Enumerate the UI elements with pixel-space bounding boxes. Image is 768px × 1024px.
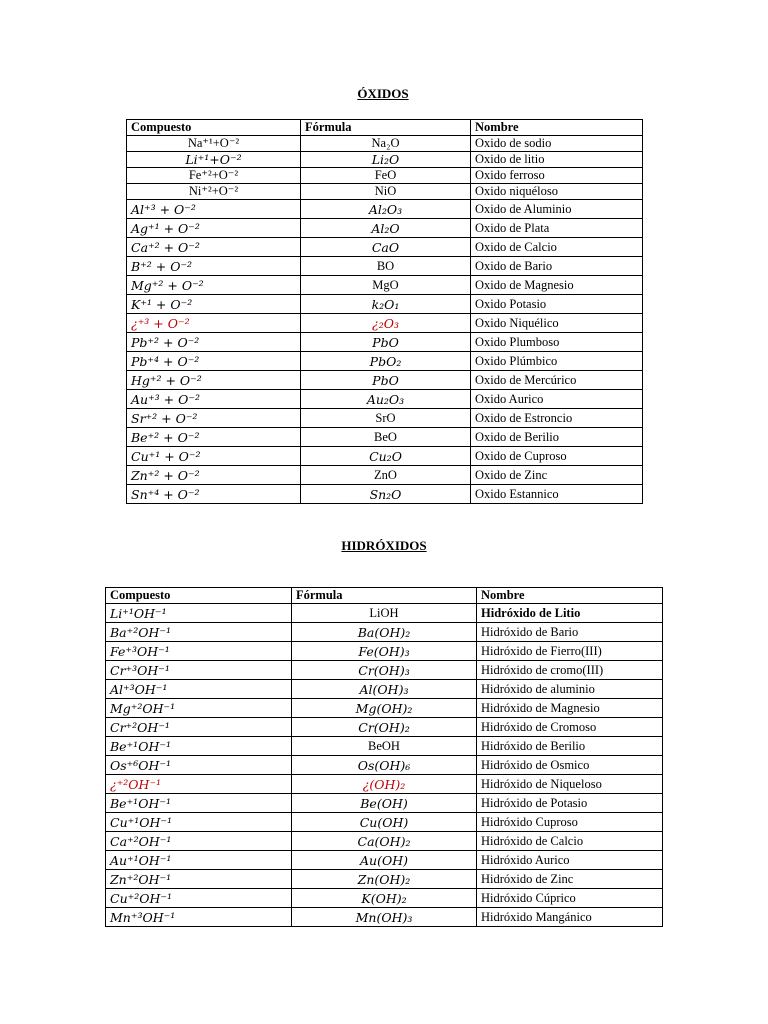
compuesto-cell: Li⁺¹OH⁻¹ [106, 604, 292, 623]
formula-cell: Ca(OH)₂ [292, 832, 477, 851]
compuesto-cell: Hg⁺² + O⁻² [127, 371, 301, 390]
formula-cell: PbO [301, 333, 471, 352]
nombre-cell: Oxido de Calcio [471, 238, 643, 257]
table-row [106, 661, 663, 680]
compuesto-cell: Cu⁺¹ + O⁻² [127, 447, 301, 466]
nombre-cell: Oxido de Estroncio [471, 409, 643, 428]
table-row [106, 908, 663, 927]
nombre-cell: Hidróxido Mangánico [477, 908, 663, 927]
nombre-cell: Oxido Potasio [471, 295, 643, 314]
compuesto-cell: Be⁺² + O⁻² [127, 428, 301, 447]
compuesto-cell: Sn⁺⁴ + O⁻² [127, 485, 301, 504]
table-row [127, 276, 643, 295]
nombre-cell: Oxido Aurico [471, 390, 643, 409]
formula-cell: K(OH)₂ [292, 889, 477, 908]
compuesto-cell: Zn⁺²OH⁻¹ [106, 870, 292, 889]
formula-cell: Au(OH) [292, 851, 477, 870]
formula-cell: Mg(OH)₂ [292, 699, 477, 718]
compuesto-cell: ¿⁺³ + O⁻² [127, 314, 301, 333]
formula-cell: Zn(OH)₂ [292, 870, 477, 889]
compuesto-cell: Sr⁺² + O⁻² [127, 409, 301, 428]
hidroxidos-title: HIDRÓXIDOS [341, 538, 427, 553]
formula-cell: Sn₂O [301, 485, 471, 504]
table-row [106, 699, 663, 718]
formula-cell: Li₂O [301, 152, 471, 168]
formula-cell: Cr(OH)₃ [292, 661, 477, 680]
compuesto-cell: Cu⁺¹OH⁻¹ [106, 813, 292, 832]
nombre-cell: Oxido de Bario [471, 257, 643, 276]
table-row [106, 775, 663, 794]
compuesto-cell: Be⁺¹OH⁻¹ [106, 794, 292, 813]
formula-cell: Cr(OH)₂ [292, 718, 477, 737]
formula-cell: ¿₂O₃ [301, 314, 471, 333]
nombre-cell: Hidróxido de Cromoso [477, 718, 663, 737]
compuesto-cell: Pb⁺² + O⁻² [127, 333, 301, 352]
formula-cell: Al₂O₃ [301, 200, 471, 219]
compuesto-cell: Fe⁺³OH⁻¹ [106, 642, 292, 661]
hidroxidos-table [105, 587, 663, 927]
nombre-cell: Hidróxido de Potasio [477, 794, 663, 813]
nombre-cell: Hidróxido de Zinc [477, 870, 663, 889]
nombre-cell: Oxido de Magnesio [471, 276, 643, 295]
table-row [106, 680, 663, 699]
nombre-cell: Hidróxido de Litio [477, 604, 663, 623]
oxidos-table [126, 119, 643, 504]
table-row [127, 152, 643, 168]
compuesto-cell: Au⁺³ + O⁻² [127, 390, 301, 409]
nombre-cell: Oxido de Cuproso [471, 447, 643, 466]
table-row [127, 428, 643, 447]
table-row [127, 200, 643, 219]
header-compuesto: Compuesto [127, 120, 301, 136]
formula-cell: Cu₂O [301, 447, 471, 466]
nombre-cell: Oxido de sodio [471, 136, 643, 152]
nombre-cell: Hidróxido Cúprico [477, 889, 663, 908]
table-row [127, 371, 643, 390]
nombre-cell: Hidróxido de Osmico [477, 756, 663, 775]
formula-cell: NiO [301, 184, 471, 200]
table-row [127, 352, 643, 371]
compuesto-cell: Ni⁺²+O⁻² [127, 184, 301, 200]
table-header-row [106, 588, 663, 604]
formula-cell: MgO [301, 276, 471, 295]
nombre-cell: Oxido Estannico [471, 485, 643, 504]
table-row [106, 794, 663, 813]
header-formula: Fórmula [301, 120, 471, 136]
formula-cell: PbO₂ [301, 352, 471, 371]
formula-cell: BO [301, 257, 471, 276]
nombre-cell: Hidróxido de Magnesio [477, 699, 663, 718]
nombre-cell: Hidróxido de Fierro(III) [477, 642, 663, 661]
compuesto-cell: Cu⁺²OH⁻¹ [106, 889, 292, 908]
nombre-cell: Oxido Plumboso [471, 333, 643, 352]
table-row [127, 219, 643, 238]
table-row [127, 466, 643, 485]
header-compuesto: Compuesto [106, 588, 292, 604]
table-row [127, 295, 643, 314]
formula-cell: Na₂O [301, 136, 471, 152]
formula-cell: Be(OH) [292, 794, 477, 813]
nombre-cell: Oxido Plúmbico [471, 352, 643, 371]
nombre-cell: Oxido Niquélico [471, 314, 643, 333]
table-row [127, 257, 643, 276]
nombre-cell: Oxido ferroso [471, 168, 643, 184]
table-row [106, 642, 663, 661]
nombre-cell: Oxido de Berilio [471, 428, 643, 447]
nombre-cell: Oxido de Aluminio [471, 200, 643, 219]
formula-cell: ¿(OH)₂ [292, 775, 477, 794]
nombre-cell: Oxido de Zinc [471, 466, 643, 485]
formula-cell: BeOH [292, 737, 477, 756]
table-row [127, 238, 643, 257]
nombre-cell: Oxido niquéloso [471, 184, 643, 200]
header-formula: Fórmula [292, 588, 477, 604]
header-nombre: Nombre [477, 588, 663, 604]
compuesto-cell: Al⁺³ + O⁻² [127, 200, 301, 219]
formula-cell: SrO [301, 409, 471, 428]
table-row [106, 756, 663, 775]
table-row [106, 718, 663, 737]
formula-cell: CaO [301, 238, 471, 257]
formula-cell: Al(OH)₃ [292, 680, 477, 699]
compuesto-cell: Cr⁺²OH⁻¹ [106, 718, 292, 737]
formula-cell: Os(OH)₆ [292, 756, 477, 775]
compuesto-cell: Ca⁺²OH⁻¹ [106, 832, 292, 851]
compuesto-cell: Cr⁺³OH⁻¹ [106, 661, 292, 680]
table-row [106, 623, 663, 642]
table-row [106, 832, 663, 851]
table-row [106, 813, 663, 832]
formula-cell: PbO [301, 371, 471, 390]
compuesto-cell: Zn⁺² + O⁻² [127, 466, 301, 485]
compuesto-cell: Na⁺¹+O⁻² [127, 136, 301, 152]
table-row [106, 604, 663, 623]
formula-cell: Au₂O₃ [301, 390, 471, 409]
table-row [127, 333, 643, 352]
nombre-cell: Hidróxido Aurico [477, 851, 663, 870]
compuesto-cell: Fe⁺²+O⁻² [127, 168, 301, 184]
compuesto-cell: Ca⁺² + O⁻² [127, 238, 301, 257]
formula-cell: BeO [301, 428, 471, 447]
formula-cell: Ba(OH)₂ [292, 623, 477, 642]
table-row [127, 168, 643, 184]
compuesto-cell: Au⁺¹OH⁻¹ [106, 851, 292, 870]
header-nombre: Nombre [471, 120, 643, 136]
formula-cell: k₂O₁ [301, 295, 471, 314]
nombre-cell: Oxido de Mercúrico [471, 371, 643, 390]
table-row [127, 136, 643, 152]
nombre-cell: Oxido de Plata [471, 219, 643, 238]
nombre-cell: Oxido de litio [471, 152, 643, 168]
compuesto-cell: Ag⁺¹ + O⁻² [127, 219, 301, 238]
compuesto-cell: Mg⁺²OH⁻¹ [106, 699, 292, 718]
table-row [127, 485, 643, 504]
formula-cell: ZnO [301, 466, 471, 485]
compuesto-cell: Os⁺⁶OH⁻¹ [106, 756, 292, 775]
table-row [127, 314, 643, 333]
formula-cell: LiOH [292, 604, 477, 623]
formula-cell: Cu(OH) [292, 813, 477, 832]
compuesto-cell: B⁺² + O⁻² [127, 257, 301, 276]
compuesto-cell: ¿⁺²OH⁻¹ [106, 775, 292, 794]
compuesto-cell: Pb⁺⁴ + O⁻² [127, 352, 301, 371]
formula-cell: Mn(OH)₃ [292, 908, 477, 927]
nombre-cell: Hidróxido de Bario [477, 623, 663, 642]
formula-cell: Al₂O [301, 219, 471, 238]
compuesto-cell: Ba⁺²OH⁻¹ [106, 623, 292, 642]
table-row [127, 447, 643, 466]
nombre-cell: Hidróxido de Calcio [477, 832, 663, 851]
formula-cell: Fe(OH)₃ [292, 642, 477, 661]
nombre-cell: Hidróxido de Niqueloso [477, 775, 663, 794]
compuesto-cell: Mn⁺³OH⁻¹ [106, 908, 292, 927]
nombre-cell: Hidróxido de Berilio [477, 737, 663, 756]
compuesto-cell: Al⁺³OH⁻¹ [106, 680, 292, 699]
table-row [106, 889, 663, 908]
compuesto-cell: Mg⁺² + O⁻² [127, 276, 301, 295]
table-row [106, 870, 663, 889]
oxidos-title: ÓXIDOS [357, 86, 409, 101]
formula-cell: FeO [301, 168, 471, 184]
table-row [127, 184, 643, 200]
compuesto-cell: Be⁺¹OH⁻¹ [106, 737, 292, 756]
table-row [127, 390, 643, 409]
nombre-cell: Hidróxido Cuproso [477, 813, 663, 832]
table-header-row [127, 120, 643, 136]
table-row [106, 737, 663, 756]
compuesto-cell: K⁺¹ + O⁻² [127, 295, 301, 314]
table-row [127, 409, 643, 428]
nombre-cell: Hidróxido de cromo(III) [477, 661, 663, 680]
table-row [106, 851, 663, 870]
nombre-cell: Hidróxido de aluminio [477, 680, 663, 699]
compuesto-cell: Li⁺¹+O⁻² [127, 152, 301, 168]
